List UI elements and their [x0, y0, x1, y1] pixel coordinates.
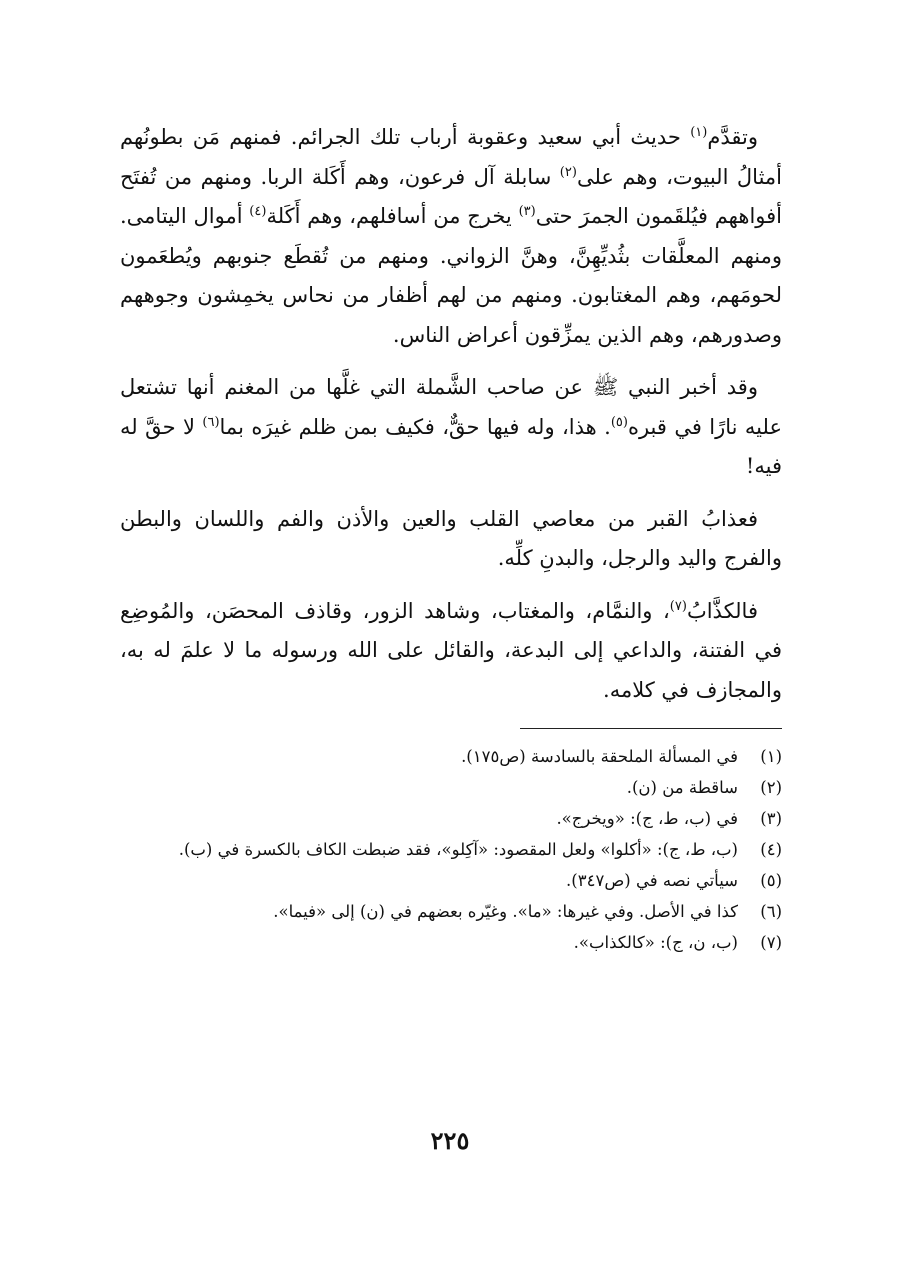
text-segment: سابلة آل فرعون، وهم أَكَلة الربا. ومنهم من تُفتَح أفواههم فيُلقَمون الجمرَ حتى: [120, 164, 782, 228]
text-segment: وتقدَّم: [707, 125, 758, 149]
page-number: ٢٢٥: [430, 1126, 470, 1155]
footnote-number: (٣): [760, 809, 782, 828]
footnote-number: (١): [760, 747, 782, 766]
page-body: [120, 118, 782, 958]
text-segment: . هذا، وله فيها حقٌّ، فكيف بمن ظلم غيرَه بما: [219, 414, 611, 439]
footnote-number: (٦): [760, 902, 782, 921]
footnote-text: كذا في الأصل. وفي غيرها: «ما». وغيّره بعضهم في (ن) إلى «فيما».: [273, 902, 738, 921]
text-segment: لا حقَّ له فيه!: [120, 414, 782, 478]
text-segment: فالكذَّابُ: [686, 598, 758, 623]
footnote-text: ساقطة من (ن).: [626, 778, 738, 797]
footnote-5: [120, 865, 782, 896]
text-segment: وقد أخبر النبي ﷺ عن صاحب الشَّملة التي غلَّها من المغنم أنها تشتعل عليه نارًا في قبره: [120, 375, 783, 439]
paragraph-3: [120, 500, 782, 579]
text-segment: ، والنمَّام، والمغتاب، وشاهد الزور، وقاذف المحصَن، والمُوضِع في الفتنة، والداعي إلى البدعة، والقائل على الله ورسوله ما لا علمَ له به، والمجازف في كلامه.: [120, 598, 782, 702]
footnote-2: [120, 772, 782, 803]
paragraph-4: [120, 592, 782, 711]
footnote-ref-4[interactable]: (٤): [249, 204, 267, 219]
footnote-4: [120, 834, 782, 865]
footnote-text: (ب، ط، ج): «أكلوا» ولعل المقصود: «آكِلو»، فقد ضبطت الكاف بالكسرة في (ب).: [178, 840, 738, 859]
footnote-ref-6[interactable]: (٦): [202, 414, 220, 430]
footnote-ref-5[interactable]: (٥): [610, 414, 628, 430]
footnote-ref-7[interactable]: (٧): [669, 598, 687, 614]
footnote-number: (٤): [760, 840, 782, 859]
footnote-3: [120, 803, 782, 834]
paragraph-1: [120, 118, 782, 355]
footnotes: [120, 741, 782, 958]
footnote-number: (٥): [760, 871, 782, 890]
text-segment: حديث أبي سعيد وعقوبة أرباب تلك الجرائم. فمنهم مَن بطونُهم أمثالُ البيوت، وهم على: [120, 125, 782, 189]
footnote-ref-3[interactable]: (٣): [518, 204, 536, 219]
footnote-ref-2[interactable]: (٢): [559, 164, 577, 180]
text-segment: أموال اليتامى. ومنهم المعلَّقات بثُديِّهِنَّ، وهنَّ الزواني. ومنهم من تُقطَع جنوبهم ويُطعَمون لحومَهم، وهم المغتابون. ومنهم من لهم أظفار من نحاس يخمِشون وجوههم وصدورهم، وهم الذين يمزِّقون أعراض الناس.: [120, 204, 782, 347]
footnote-text: في (ب، ط، ج): «ويخرج».: [556, 809, 738, 828]
footnote-text: في المسألة الملحقة بالسادسة (ص١٧٥).: [461, 747, 738, 766]
text-segment: يخرج من أسافلهم، وهم أَكَلة: [266, 204, 519, 228]
footnote-divider: [520, 728, 782, 729]
footnote-text: (ب، ن، ج): «كالكذاب».: [573, 933, 738, 952]
footnote-6: [120, 896, 782, 927]
text-segment: فعذابُ القبر من معاصي القلب والعين والأذن والفم واللسان والبطن والفرج واليد والرجل، والبدنِ كلِّه.: [120, 506, 782, 570]
footnote-number: (٧): [760, 933, 782, 952]
paragraph-2: [120, 368, 782, 487]
footnote-number: (٢): [760, 778, 782, 797]
footnote-7: [120, 927, 782, 958]
footnote-text: سيأتي نصه في (ص٣٤٧).: [566, 871, 738, 890]
footnote-1: [120, 741, 782, 772]
footnote-ref-1[interactable]: (١): [690, 125, 708, 140]
